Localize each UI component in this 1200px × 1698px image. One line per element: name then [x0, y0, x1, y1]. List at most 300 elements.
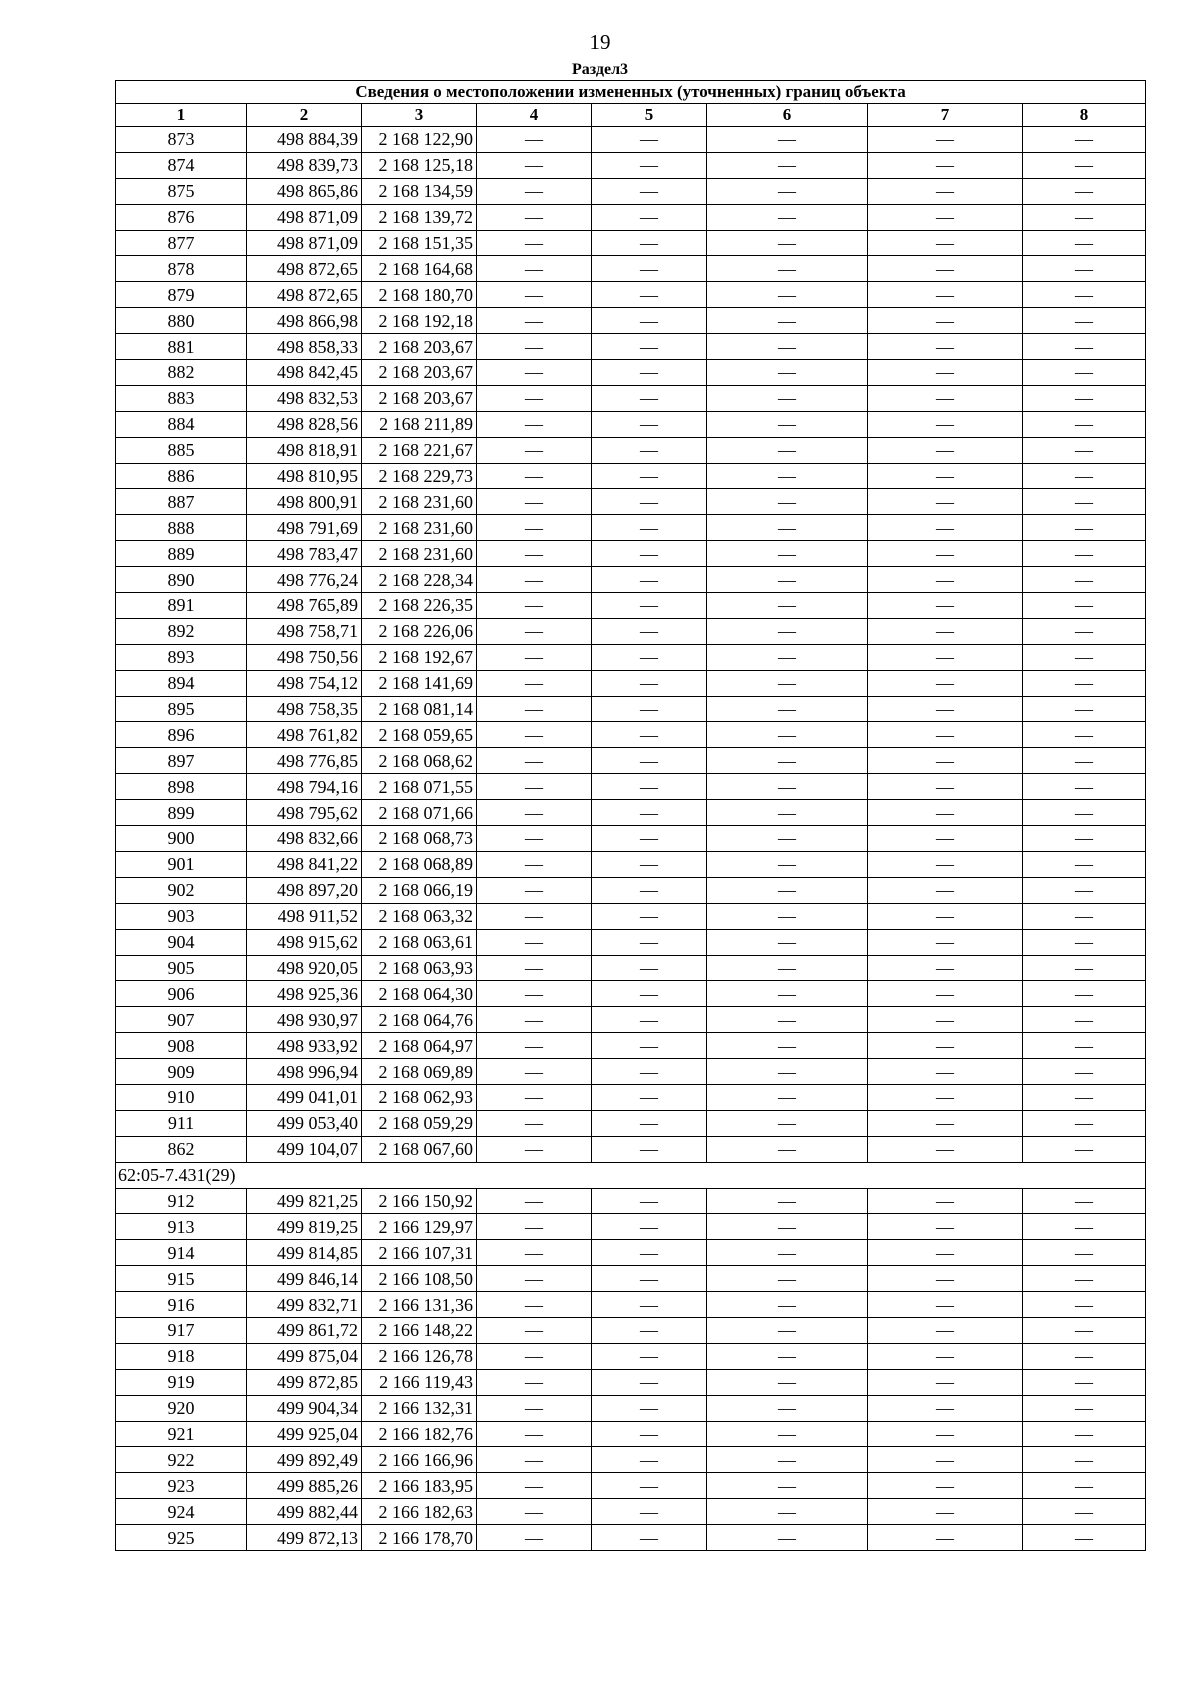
table-row [116, 929, 1146, 955]
empty-value-cell: — [707, 593, 868, 619]
x-coordinate-cell: 498 794,16 [247, 774, 362, 800]
empty-value-cell: — [707, 1266, 868, 1292]
empty-value-cell: — [1023, 360, 1146, 386]
empty-value-cell: — [592, 1317, 707, 1343]
empty-value-cell: — [477, 1395, 592, 1421]
empty-value-cell: — [707, 1317, 868, 1343]
y-coordinate-cell: 2 168 062,93 [362, 1084, 477, 1110]
table-row [116, 1084, 1146, 1110]
y-coordinate-cell: 2 168 122,90 [362, 127, 477, 153]
table-row [116, 644, 1146, 670]
column-header: 7 [868, 104, 1023, 127]
empty-value-cell: — [1023, 334, 1146, 360]
empty-value-cell: — [707, 1447, 868, 1473]
empty-value-cell: — [1023, 722, 1146, 748]
x-coordinate-cell: 499 041,01 [247, 1084, 362, 1110]
table-row [116, 437, 1146, 463]
empty-value-cell: — [1023, 1240, 1146, 1266]
empty-value-cell: — [592, 1525, 707, 1551]
point-number-cell: 908 [116, 1033, 247, 1059]
empty-value-cell: — [707, 1525, 868, 1551]
empty-value-cell: — [707, 1084, 868, 1110]
empty-value-cell: — [477, 360, 592, 386]
x-coordinate-cell: 498 839,73 [247, 152, 362, 178]
empty-value-cell: — [477, 1473, 592, 1499]
point-number-cell: 862 [116, 1136, 247, 1162]
empty-value-cell: — [592, 800, 707, 826]
empty-value-cell: — [1023, 1447, 1146, 1473]
empty-value-cell: — [868, 903, 1023, 929]
empty-value-cell: — [477, 722, 592, 748]
empty-value-cell: — [1023, 282, 1146, 308]
empty-value-cell: — [592, 748, 707, 774]
point-number-cell: 887 [116, 489, 247, 515]
empty-value-cell: — [592, 1266, 707, 1292]
empty-value-cell: — [592, 593, 707, 619]
empty-value-cell: — [1023, 463, 1146, 489]
empty-value-cell: — [707, 877, 868, 903]
empty-value-cell: — [707, 411, 868, 437]
empty-value-cell: — [592, 1447, 707, 1473]
x-coordinate-cell: 498 871,09 [247, 230, 362, 256]
empty-value-cell: — [1023, 981, 1146, 1007]
empty-value-cell: — [707, 178, 868, 204]
empty-value-cell: — [477, 955, 592, 981]
x-coordinate-cell: 498 832,66 [247, 826, 362, 852]
table-row [116, 1007, 1146, 1033]
empty-value-cell: — [707, 515, 868, 541]
empty-value-cell: — [477, 826, 592, 852]
empty-value-cell: — [1023, 618, 1146, 644]
table-row [116, 826, 1146, 852]
point-number-cell: 880 [116, 308, 247, 334]
table-row [116, 204, 1146, 230]
empty-value-cell: — [592, 515, 707, 541]
y-coordinate-cell: 2 168 203,67 [362, 334, 477, 360]
x-coordinate-cell: 498 783,47 [247, 541, 362, 567]
column-header: 6 [707, 104, 868, 127]
x-coordinate-cell: 499 053,40 [247, 1110, 362, 1136]
point-number-cell: 883 [116, 385, 247, 411]
x-coordinate-cell: 498 828,56 [247, 411, 362, 437]
table-row [116, 722, 1146, 748]
empty-value-cell: — [592, 1007, 707, 1033]
point-number-cell: 913 [116, 1214, 247, 1240]
point-number-cell: 920 [116, 1395, 247, 1421]
point-number-cell: 916 [116, 1292, 247, 1318]
empty-value-cell: — [1023, 1343, 1146, 1369]
empty-value-cell: — [1023, 127, 1146, 153]
empty-value-cell: — [592, 1214, 707, 1240]
empty-value-cell: — [592, 437, 707, 463]
empty-value-cell: — [707, 282, 868, 308]
column-header: 2 [247, 104, 362, 127]
empty-value-cell: — [477, 256, 592, 282]
x-coordinate-cell: 498 832,53 [247, 385, 362, 411]
empty-value-cell: — [1023, 1084, 1146, 1110]
x-coordinate-cell: 498 930,97 [247, 1007, 362, 1033]
empty-value-cell: — [707, 618, 868, 644]
empty-value-cell: — [868, 748, 1023, 774]
x-coordinate-cell: 498 818,91 [247, 437, 362, 463]
x-coordinate-cell: 499 925,04 [247, 1421, 362, 1447]
group-label: 62:05-7.431(29) [116, 1162, 1146, 1188]
y-coordinate-cell: 2 168 180,70 [362, 282, 477, 308]
empty-value-cell: — [477, 1188, 592, 1214]
table-row [116, 1214, 1146, 1240]
x-coordinate-cell: 499 819,25 [247, 1214, 362, 1240]
empty-value-cell: — [592, 541, 707, 567]
empty-value-cell: — [868, 877, 1023, 903]
point-number-cell: 919 [116, 1369, 247, 1395]
empty-value-cell: — [1023, 385, 1146, 411]
empty-value-cell: — [592, 1369, 707, 1395]
y-coordinate-cell: 2 168 059,29 [362, 1110, 477, 1136]
empty-value-cell: — [868, 1188, 1023, 1214]
empty-value-cell: — [1023, 1033, 1146, 1059]
empty-value-cell: — [868, 230, 1023, 256]
empty-value-cell: — [1023, 1059, 1146, 1085]
empty-value-cell: — [477, 748, 592, 774]
table-row [116, 1525, 1146, 1551]
empty-value-cell: — [868, 178, 1023, 204]
empty-value-cell: — [592, 1292, 707, 1318]
empty-value-cell: — [477, 385, 592, 411]
empty-value-cell: — [868, 385, 1023, 411]
table-row [116, 463, 1146, 489]
point-number-cell: 894 [116, 670, 247, 696]
table-row [116, 593, 1146, 619]
point-number-cell: 899 [116, 800, 247, 826]
empty-value-cell: — [868, 489, 1023, 515]
y-coordinate-cell: 2 168 164,68 [362, 256, 477, 282]
empty-value-cell: — [592, 385, 707, 411]
empty-value-cell: — [868, 1136, 1023, 1162]
empty-value-cell: — [707, 1343, 868, 1369]
empty-value-cell: — [477, 696, 592, 722]
empty-value-cell: — [1023, 204, 1146, 230]
x-coordinate-cell: 498 920,05 [247, 955, 362, 981]
table-row [116, 1421, 1146, 1447]
table-row [116, 489, 1146, 515]
y-coordinate-cell: 2 168 211,89 [362, 411, 477, 437]
x-coordinate-cell: 498 871,09 [247, 204, 362, 230]
point-number-cell: 891 [116, 593, 247, 619]
empty-value-cell: — [707, 981, 868, 1007]
empty-value-cell: — [1023, 826, 1146, 852]
empty-value-cell: — [868, 929, 1023, 955]
empty-value-cell: — [477, 1266, 592, 1292]
table-row [116, 1395, 1146, 1421]
empty-value-cell: — [868, 282, 1023, 308]
empty-value-cell: — [868, 463, 1023, 489]
empty-value-cell: — [592, 334, 707, 360]
empty-value-cell: — [592, 152, 707, 178]
empty-value-cell: — [868, 800, 1023, 826]
empty-value-cell: — [1023, 670, 1146, 696]
table-row [116, 670, 1146, 696]
empty-value-cell: — [477, 670, 592, 696]
empty-value-cell: — [707, 1395, 868, 1421]
point-number-cell: 917 [116, 1317, 247, 1343]
x-coordinate-cell: 498 758,71 [247, 618, 362, 644]
y-coordinate-cell: 2 168 068,89 [362, 851, 477, 877]
empty-value-cell: — [1023, 1136, 1146, 1162]
empty-value-cell: — [592, 774, 707, 800]
empty-value-cell: — [477, 152, 592, 178]
empty-value-cell: — [868, 127, 1023, 153]
empty-value-cell: — [1023, 1395, 1146, 1421]
empty-value-cell: — [477, 1525, 592, 1551]
empty-value-cell: — [868, 1110, 1023, 1136]
x-coordinate-cell: 499 872,85 [247, 1369, 362, 1395]
y-coordinate-cell: 2 166 131,36 [362, 1292, 477, 1318]
empty-value-cell: — [592, 1395, 707, 1421]
empty-value-cell: — [1023, 696, 1146, 722]
empty-value-cell: — [868, 567, 1023, 593]
y-coordinate-cell: 2 166 150,92 [362, 1188, 477, 1214]
empty-value-cell: — [592, 1473, 707, 1499]
empty-value-cell: — [1023, 774, 1146, 800]
table-row [116, 308, 1146, 334]
point-number-cell: 898 [116, 774, 247, 800]
empty-value-cell: — [1023, 308, 1146, 334]
empty-value-cell: — [868, 955, 1023, 981]
table-row [116, 385, 1146, 411]
x-coordinate-cell: 498 872,65 [247, 256, 362, 282]
x-coordinate-cell: 498 925,36 [247, 981, 362, 1007]
point-number-cell: 886 [116, 463, 247, 489]
empty-value-cell: — [592, 282, 707, 308]
x-coordinate-cell: 498 750,56 [247, 644, 362, 670]
y-coordinate-cell: 2 168 226,06 [362, 618, 477, 644]
empty-value-cell: — [1023, 1110, 1146, 1136]
y-coordinate-cell: 2 166 148,22 [362, 1317, 477, 1343]
y-coordinate-cell: 2 168 226,35 [362, 593, 477, 619]
empty-value-cell: — [868, 437, 1023, 463]
empty-value-cell: — [707, 1059, 868, 1085]
point-number-cell: 914 [116, 1240, 247, 1266]
table-row [116, 800, 1146, 826]
empty-value-cell: — [477, 903, 592, 929]
empty-value-cell: — [477, 437, 592, 463]
empty-value-cell: — [477, 463, 592, 489]
empty-value-cell: — [477, 877, 592, 903]
empty-value-cell: — [707, 567, 868, 593]
empty-value-cell: — [707, 1499, 868, 1525]
point-number-cell: 896 [116, 722, 247, 748]
x-coordinate-cell: 498 897,20 [247, 877, 362, 903]
page-number: 19 [589, 30, 611, 54]
empty-value-cell: — [592, 178, 707, 204]
empty-value-cell: — [477, 929, 592, 955]
table-row [116, 1499, 1146, 1525]
column-header: 4 [477, 104, 592, 127]
point-number-cell: 925 [116, 1525, 247, 1551]
empty-value-cell: — [592, 463, 707, 489]
table-row [116, 696, 1146, 722]
empty-value-cell: — [868, 152, 1023, 178]
empty-value-cell: — [707, 541, 868, 567]
empty-value-cell: — [1023, 877, 1146, 903]
empty-value-cell: — [1023, 1317, 1146, 1343]
point-number-cell: 906 [116, 981, 247, 1007]
y-coordinate-cell: 2 168 228,34 [362, 567, 477, 593]
empty-value-cell: — [868, 696, 1023, 722]
table-row [116, 955, 1146, 981]
y-coordinate-cell: 2 168 067,60 [362, 1136, 477, 1162]
y-coordinate-cell: 2 168 192,18 [362, 308, 477, 334]
empty-value-cell: — [707, 1214, 868, 1240]
empty-value-cell: — [868, 1369, 1023, 1395]
y-coordinate-cell: 2 168 071,66 [362, 800, 477, 826]
empty-value-cell: — [477, 1499, 592, 1525]
point-number-cell: 895 [116, 696, 247, 722]
empty-value-cell: — [707, 851, 868, 877]
x-coordinate-cell: 498 795,62 [247, 800, 362, 826]
empty-value-cell: — [868, 1266, 1023, 1292]
empty-value-cell: — [868, 1421, 1023, 1447]
empty-value-cell: — [707, 360, 868, 386]
point-number-cell: 923 [116, 1473, 247, 1499]
empty-value-cell: — [868, 411, 1023, 437]
empty-value-cell: — [477, 1033, 592, 1059]
x-coordinate-cell: 498 776,24 [247, 567, 362, 593]
empty-value-cell: — [707, 722, 868, 748]
empty-value-cell: — [592, 903, 707, 929]
y-coordinate-cell: 2 168 125,18 [362, 152, 477, 178]
empty-value-cell: — [707, 696, 868, 722]
empty-value-cell: — [1023, 1473, 1146, 1499]
empty-value-cell: — [477, 851, 592, 877]
table-row [116, 1343, 1146, 1369]
table-row [116, 1447, 1146, 1473]
empty-value-cell: — [592, 1110, 707, 1136]
x-coordinate-cell: 499 821,25 [247, 1188, 362, 1214]
empty-value-cell: — [477, 411, 592, 437]
empty-value-cell: — [1023, 1369, 1146, 1395]
empty-value-cell: — [1023, 489, 1146, 515]
y-coordinate-cell: 2 168 063,61 [362, 929, 477, 955]
empty-value-cell: — [477, 1447, 592, 1473]
y-coordinate-cell: 2 168 203,67 [362, 360, 477, 386]
y-coordinate-cell: 2 166 183,95 [362, 1473, 477, 1499]
empty-value-cell: — [477, 981, 592, 1007]
y-coordinate-cell: 2 168 221,67 [362, 437, 477, 463]
point-number-cell: 905 [116, 955, 247, 981]
empty-value-cell: — [477, 1343, 592, 1369]
table-row [116, 256, 1146, 282]
empty-value-cell: — [868, 1473, 1023, 1499]
table-row [116, 1136, 1146, 1162]
empty-value-cell: — [707, 152, 868, 178]
table-row [116, 152, 1146, 178]
y-coordinate-cell: 2 168 059,65 [362, 722, 477, 748]
table-row [116, 748, 1146, 774]
x-coordinate-cell: 498 842,45 [247, 360, 362, 386]
x-coordinate-cell: 498 800,91 [247, 489, 362, 515]
empty-value-cell: — [1023, 541, 1146, 567]
empty-value-cell: — [868, 593, 1023, 619]
empty-value-cell: — [1023, 152, 1146, 178]
point-number-cell: 878 [116, 256, 247, 282]
y-coordinate-cell: 2 168 066,19 [362, 877, 477, 903]
empty-value-cell: — [477, 515, 592, 541]
empty-value-cell: — [592, 670, 707, 696]
boundary-coordinates-table [115, 80, 1146, 1551]
empty-value-cell: — [868, 204, 1023, 230]
point-number-cell: 885 [116, 437, 247, 463]
empty-value-cell: — [868, 256, 1023, 282]
empty-value-cell: — [868, 774, 1023, 800]
point-number-cell: 900 [116, 826, 247, 852]
empty-value-cell: — [868, 722, 1023, 748]
x-coordinate-cell: 499 875,04 [247, 1343, 362, 1369]
point-number-cell: 877 [116, 230, 247, 256]
y-coordinate-cell: 2 166 107,31 [362, 1240, 477, 1266]
point-number-cell: 897 [116, 748, 247, 774]
point-number-cell: 907 [116, 1007, 247, 1033]
table-row [116, 1369, 1146, 1395]
y-coordinate-cell: 2 168 192,67 [362, 644, 477, 670]
empty-value-cell: — [707, 774, 868, 800]
empty-value-cell: — [592, 1188, 707, 1214]
y-coordinate-cell: 2 166 166,96 [362, 1447, 477, 1473]
empty-value-cell: — [707, 929, 868, 955]
empty-value-cell: — [477, 1110, 592, 1136]
empty-value-cell: — [707, 800, 868, 826]
empty-value-cell: — [868, 334, 1023, 360]
x-coordinate-cell: 498 810,95 [247, 463, 362, 489]
y-coordinate-cell: 2 166 132,31 [362, 1395, 477, 1421]
empty-value-cell: — [868, 1084, 1023, 1110]
empty-value-cell: — [477, 644, 592, 670]
table-row [116, 903, 1146, 929]
x-coordinate-cell: 499 882,44 [247, 1499, 362, 1525]
empty-value-cell: — [707, 334, 868, 360]
empty-value-cell: — [868, 1059, 1023, 1085]
empty-value-cell: — [592, 877, 707, 903]
x-coordinate-cell: 498 858,33 [247, 334, 362, 360]
empty-value-cell: — [707, 1136, 868, 1162]
y-coordinate-cell: 2 168 063,93 [362, 955, 477, 981]
empty-value-cell: — [868, 826, 1023, 852]
empty-value-cell: — [868, 541, 1023, 567]
empty-value-cell: — [1023, 256, 1146, 282]
y-coordinate-cell: 2 168 068,62 [362, 748, 477, 774]
empty-value-cell: — [592, 618, 707, 644]
empty-value-cell: — [477, 1214, 592, 1240]
empty-value-cell: — [1023, 437, 1146, 463]
empty-value-cell: — [707, 204, 868, 230]
empty-value-cell: — [477, 489, 592, 515]
point-number-cell: 892 [116, 618, 247, 644]
table-row [116, 334, 1146, 360]
x-coordinate-cell: 499 885,26 [247, 1473, 362, 1499]
empty-value-cell: — [868, 1240, 1023, 1266]
empty-value-cell: — [592, 851, 707, 877]
y-coordinate-cell: 2 168 081,14 [362, 696, 477, 722]
point-number-cell: 890 [116, 567, 247, 593]
point-number-cell: 911 [116, 1110, 247, 1136]
table-row [116, 851, 1146, 877]
y-coordinate-cell: 2 166 119,43 [362, 1369, 477, 1395]
empty-value-cell: — [477, 1007, 592, 1033]
empty-value-cell: — [592, 644, 707, 670]
table-row [116, 411, 1146, 437]
empty-value-cell: — [592, 955, 707, 981]
empty-value-cell: — [868, 981, 1023, 1007]
